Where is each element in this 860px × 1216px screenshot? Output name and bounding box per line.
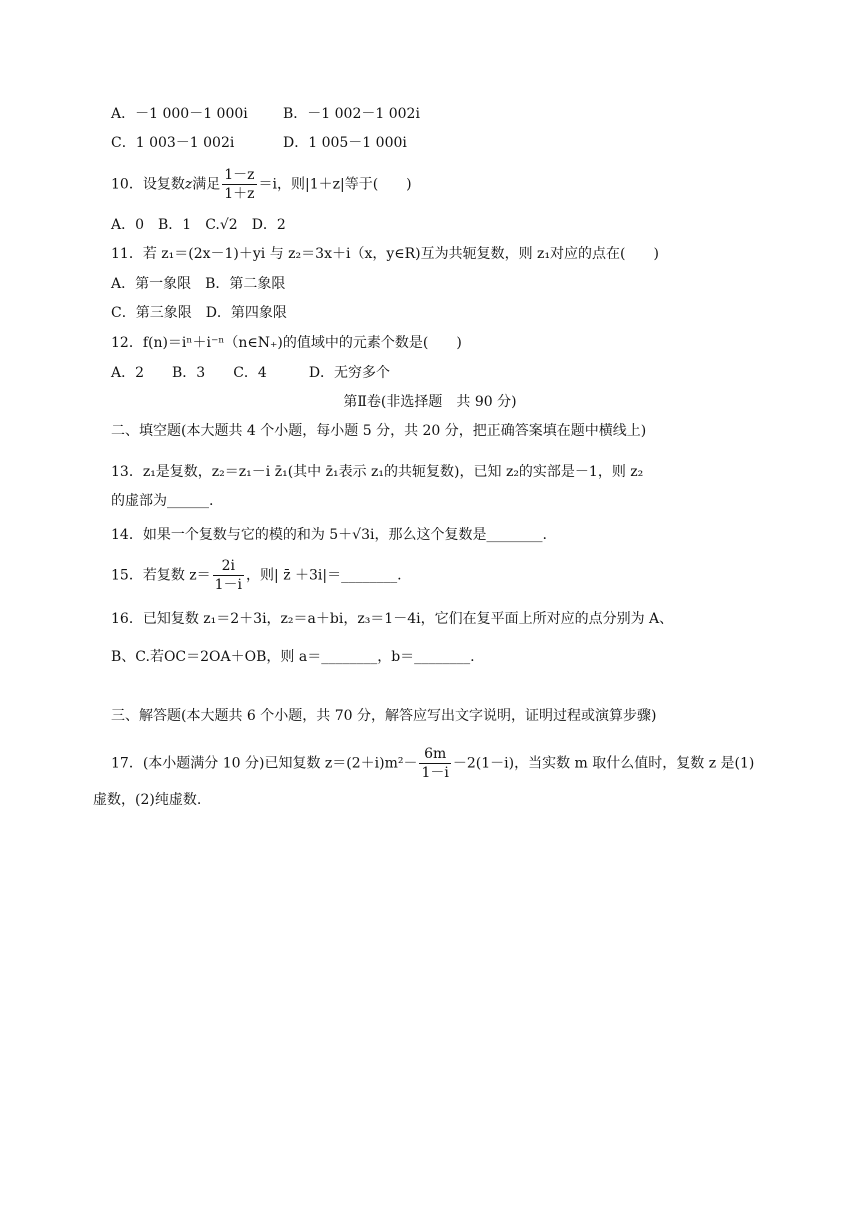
part2-heading: 二、填空题(本大题共 4 个小题，每小题 5 分，共 20 分，把正确答案填在题中横线上) [111, 423, 647, 439]
q17-line1: 17．(本小题满分 10 分)已知复数 z＝(2＋i)m²－ $\frac{6m}{1-i}$ －2(1－i)，当实数 m 取什么值时，复数 z 是(1) [111, 746, 755, 781]
q14-stem: 14．如果一个复数与它的模的和为 5＋√3i，那么这个复数是________. [111, 527, 547, 543]
q16-line2: B、C.若OC＝2OA＋OB，则 a＝________，b＝________. [111, 649, 475, 665]
q10-fraction: $\frac{1-z}{1+z}$ [224, 167, 255, 202]
q10-options: A．0 B．1 C.√2 D．2 [111, 217, 286, 233]
q11-stem: 11．若 z₁＝(2x－1)＋yi 与 z₂＝3x＋i（x，y∈R)互为共轭复数，则 z₁对应的点在( ) [111, 246, 659, 262]
q12-options: A．2 B．3 C．4 D．无穷多个 [111, 365, 391, 381]
q16-line1: 16．已知复数 z₁＝2＋3i，z₂＝a＋bi，z₃＝1－4i，它们在复平面上所对应的点分别为 A、 [111, 611, 674, 627]
q17-fraction: $\frac{6m}{1-i}$ [421, 746, 449, 781]
q10-stem: 10．设复数z满足 $\frac{1-z}{1+z}$ ＝i，则|1＋z|等于( ) [111, 167, 412, 202]
q11-options-row2: C．第三象限 D．第四象限 [111, 305, 287, 321]
q13-line1: 13．z₁是复数，z₂＝z₁－i z̄₁(其中 z̄₁表示 z₁的共轭复数)，已知 z₂的实部是－1，则 z₂ [111, 464, 644, 480]
part3-heading: 三、解答题(本大题共 6 个小题，共 70 分，解答应写出文字说明，证明过程或演算步骤) [111, 708, 657, 724]
q15-stem: 15．若复数 z＝ $\frac{2i}{1-i}$ ，则| z̄ ＋3i|＝________. [111, 558, 402, 593]
q13-line2: 的虚部为______. [111, 493, 214, 509]
q12-stem: 12．f(n)＝iⁿ＋i⁻ⁿ（n∈N₊)的值域中的元素个数是( ) [111, 335, 462, 351]
q9-option-b: B．－1 002－1 002i [283, 106, 420, 122]
section2-title: 第Ⅱ卷(非选择题 共 90 分) [343, 394, 517, 410]
q11-options-row1: A．第一象限 B．第二象限 [111, 276, 286, 292]
q9-option-d: D．1 005－1 000i [283, 135, 407, 151]
q17-line2: 虚数，(2)纯虚数. [93, 792, 202, 808]
q15-fraction: $\frac{2i}{1-i}$ [214, 558, 243, 593]
q9-option-a: A．－1 000－1 000i [111, 106, 248, 122]
q9-option-c: C．1 003－1 002i [111, 135, 235, 151]
